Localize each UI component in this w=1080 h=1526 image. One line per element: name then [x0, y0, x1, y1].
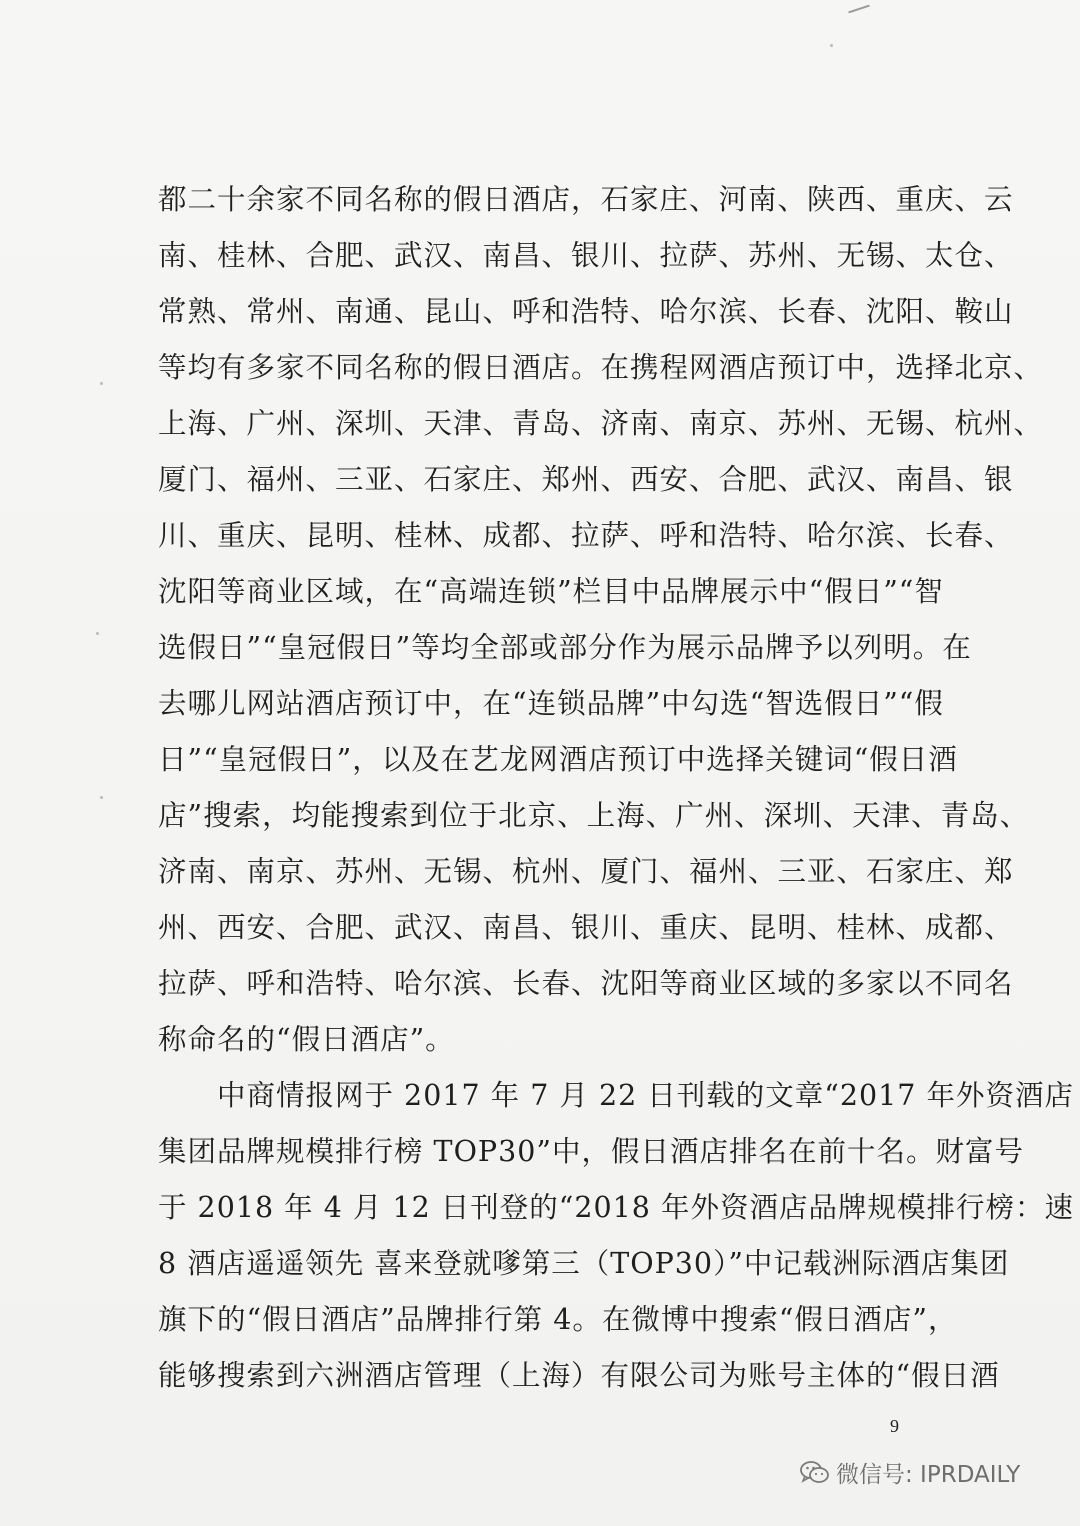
watermark — [800, 1456, 1020, 1489]
text-line: 厦门、福州、三亚、石家庄、郑州、西安、合肥、武汉、南昌、银 — [158, 463, 1014, 496]
text-line: 于 2018 年 4 月 12 日刊登的“2018 年外资酒店品牌规模排行榜：速 — [158, 1191, 1074, 1224]
text-line: 集团品牌规模排行榜 TOP30”中，假日酒店排名在前十名。财富号 — [158, 1135, 1024, 1168]
watermark-text: 微信号: IPRDAILY — [836, 1462, 1021, 1488]
text-line: 常熟、常州、南通、昆山、呼和浩特、哈尔滨、长春、沈阳、鞍山 — [158, 295, 1014, 328]
page-number: 9 — [890, 1416, 899, 1436]
wechat-icon — [800, 1460, 830, 1486]
text-line: 上海、广州、深圳、天津、青岛、济南、南京、苏州、无锡、杭州、 — [158, 407, 1044, 440]
text-line: 店”搜索，均能搜索到位于北京、上海、广州、深圳、天津、青岛、 — [158, 799, 1030, 832]
text-line: 去哪儿网站酒店预订中，在“连锁品牌”中勾选“智选假日”“假 — [158, 687, 944, 720]
text-line: 等均有多家不同名称的假日酒店。在携程网酒店预订中，选择北京、 — [158, 351, 1044, 384]
body-text — [158, 172, 1074, 1404]
text-line: 沈阳等商业区域，在“高端连锁”栏目中品牌展示中“假日”“智 — [158, 575, 944, 608]
text-line: 州、西安、合肥、武汉、南昌、银川、重庆、昆明、桂林、成都、 — [158, 911, 1014, 944]
text-line: 旗下的“假日酒店”品牌排行第 4。在微博中搜索“假日酒店”， — [158, 1303, 958, 1336]
text-line: 济南、南京、苏州、无锡、杭州、厦门、福州、三亚、石家庄、郑 — [158, 855, 1014, 888]
text-line: 拉萨、呼和浩特、哈尔滨、长春、沈阳等商业区域的多家以不同名 — [158, 967, 1014, 1000]
text-line: 日”“皇冠假日”，以及在艺龙网酒店预订中选择关键词“假日酒 — [158, 743, 958, 776]
scan-speck — [830, 44, 833, 47]
scan-artifact — [848, 5, 870, 14]
text-line: 都二十余家不同名称的假日酒店，石家庄、河南、陕西、重庆、云 — [158, 183, 1014, 216]
text-line: 称命名的“假日酒店”。 — [158, 1023, 455, 1056]
text-line: 川、重庆、昆明、桂林、成都、拉萨、呼和浩特、哈尔滨、长春、 — [158, 519, 1014, 552]
text-line: 中商情报网于 2017 年 7 月 22 日刊载的文章“2017 年外资酒店 — [158, 1079, 1074, 1112]
text-line: 能够搜索到六洲酒店管理（上海）有限公司为账号主体的“假日酒 — [158, 1359, 1000, 1392]
text-line: 南、桂林、合肥、武汉、南昌、银川、拉萨、苏州、无锡、太仓、 — [158, 239, 1014, 272]
text-line: 选假日”“皇冠假日”等均全部或部分作为展示品牌予以列明。在 — [158, 631, 972, 664]
scan-speck — [100, 796, 103, 799]
scan-speck — [96, 632, 99, 635]
text-line: 8 酒店遥遥领先 喜来登就嗲第三（TOP30）”中记载洲际酒店集团 — [158, 1247, 1010, 1280]
scan-speck — [100, 382, 103, 385]
